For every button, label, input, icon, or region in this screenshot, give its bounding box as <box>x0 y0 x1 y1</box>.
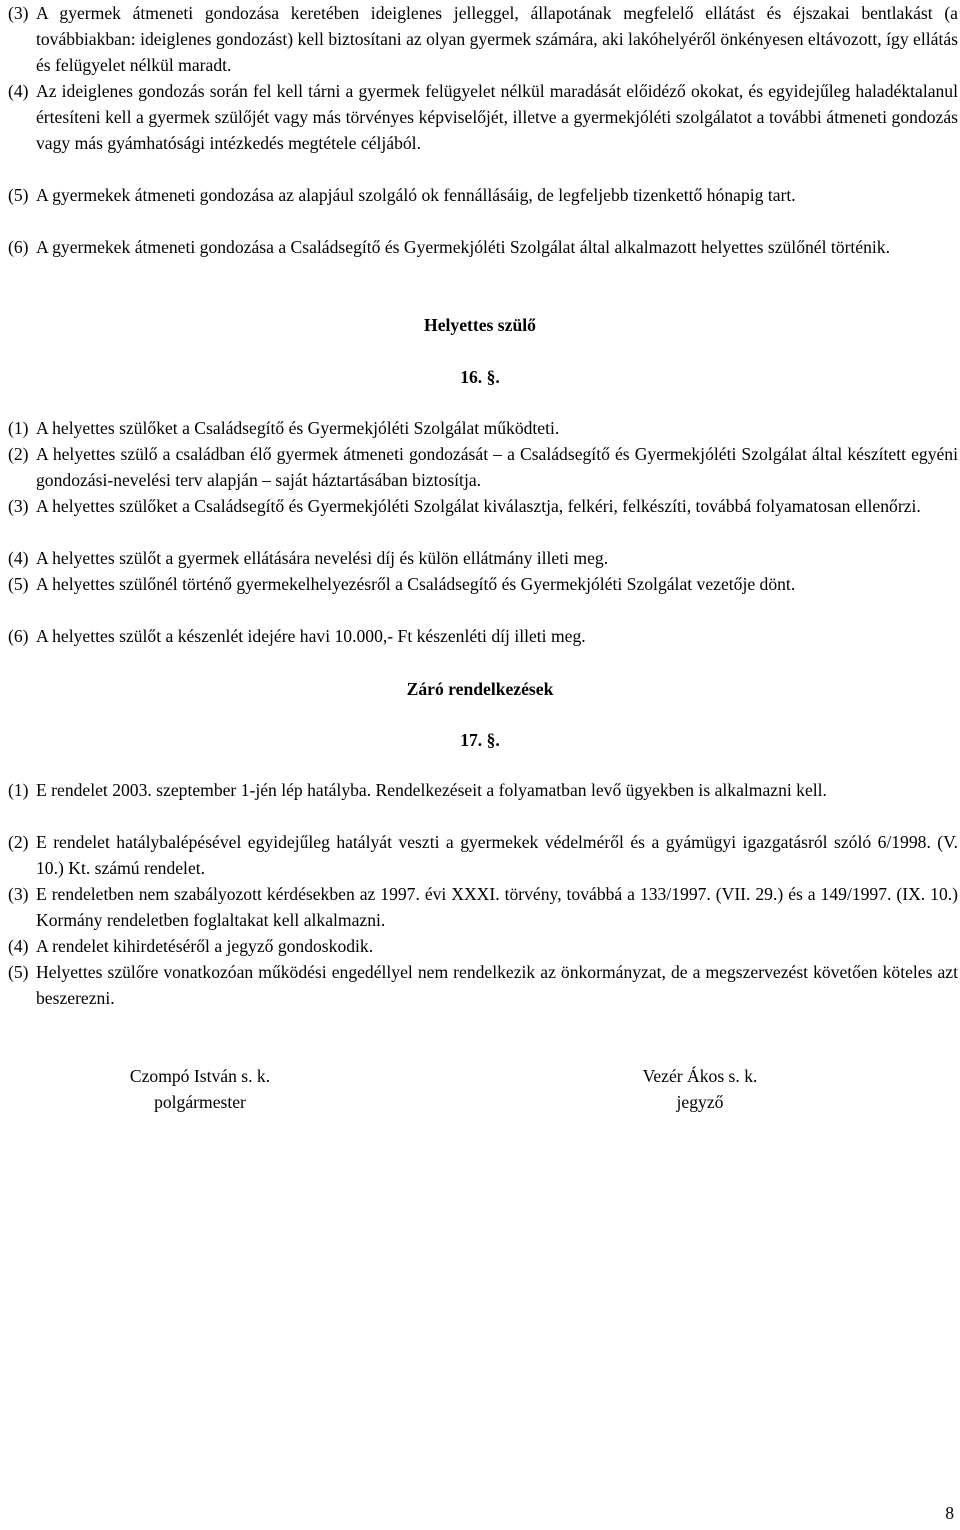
paragraph-number: (2) <box>8 444 29 464</box>
paragraph-text: A gyermek átmeneti gondozása keretében ideiglenes jelleggel, állapotának megfelelő ellátást és éjszakai bentlakást (a továbbiakban: ideiglenes gondozást) kell biztosítani az olyan gyermek számára, aki lakóhelyéről önkényesen eltávozott, így ellátás és felügyelet nélkül maradt. <box>36 3 958 75</box>
paragraph-number: (4) <box>8 81 29 101</box>
helyettes-paragraph-1 <box>8 415 958 441</box>
paragraph-number: (2) <box>8 832 29 852</box>
paragraph-number: (1) <box>8 418 29 438</box>
paragraph-number: (3) <box>8 3 29 23</box>
paragraph-text: A helyettes szülőket a Családsegítő és Gyermekjóléti Szolgálat működteti. <box>36 418 560 438</box>
section-heading-zaro: Záró rendelkezések <box>406 679 554 699</box>
paragraph-4 <box>8 78 958 156</box>
paragraph-text: A helyettes szülőt a készenlét idejére havi 10.000,- Ft készenléti díj illeti meg. <box>36 626 586 646</box>
paragraph-number: (3) <box>8 884 29 904</box>
paragraph-5 <box>8 182 958 208</box>
paragraph-number: (4) <box>8 548 29 568</box>
article-number-17: 17. §. <box>460 730 500 750</box>
zaro-paragraph-5 <box>8 959 958 1011</box>
paragraph-text: A helyettes szülőket a Családsegítő és Gyermekjóléti Szolgálat kiválasztja, felkéri, felkészíti, továbbá folyamatosan ellenőrzi. <box>36 496 921 516</box>
paragraph-text: Helyettes szülőre vonatkozóan működési engedéllyel nem rendelkezik az önkormányzat, de a megszervezést követően köteles azt beszerezni. <box>36 962 958 1008</box>
paragraph-text: E rendelet 2003. szeptember 1-jén lép hatályba. Rendelkezéseit a folyamatban levő ügyekben is alkalmazni kell. <box>36 780 827 800</box>
helyettes-paragraph-3 <box>8 493 958 519</box>
zaro-paragraph-3 <box>8 881 958 933</box>
signature-notary <box>600 1063 800 1115</box>
paragraph-3 <box>8 0 958 78</box>
paragraph-number: (5) <box>8 962 29 982</box>
paragraph-text: A gyermekek átmeneti gondozása a Családsegítő és Gyermekjóléti Szolgálat által alkalmazott helyettes szülőnél történik. <box>36 237 891 257</box>
paragraph-text: E rendelet hatálybalépésével egyidejűleg hatályát veszti a gyermekek védelméről és a gyámügyi igazgatásról szóló 6/1998. (V. 10.) Kt. számú rendelet. <box>36 832 958 878</box>
paragraph-number: (5) <box>8 574 29 594</box>
article-number-16: 16. §. <box>460 367 500 387</box>
section-heading-helyettes: Helyettes szülő <box>424 315 536 335</box>
paragraph-text: A helyettes szülő a családban élő gyermek átmeneti gondozását – a Családsegítő és Gyermekjóléti Szolgálat által készített egyéni gondozási-nevelési terv alapján – saját háztartásában biztosítja. <box>36 444 958 490</box>
page-number: 8 <box>945 1503 954 1523</box>
paragraph-number: (6) <box>8 626 29 646</box>
paragraph-text: A rendelet kihirdetéséről a jegyző gondoskodik. <box>36 936 374 956</box>
helyettes-paragraph-5 <box>8 571 958 597</box>
paragraph-number: (5) <box>8 185 29 205</box>
signature-mayor-title: polgármester <box>154 1092 246 1112</box>
paragraph-text: E rendeletben nem szabályozott kérdésekben az 1997. évi XXXI. törvény, továbbá a 133/1997. (VII. 29.) és a 149/1997. (IX. 10.) Kormány rendeletben foglaltakat kell alkalmazni. <box>36 884 958 930</box>
signature-mayor <box>100 1063 300 1115</box>
signature-mayor-name: Czompó István s. k. <box>129 1066 271 1086</box>
helyettes-paragraph-2 <box>8 441 958 493</box>
paragraph-number: (3) <box>8 496 29 516</box>
paragraph-number: (4) <box>8 936 29 956</box>
paragraph-number: (6) <box>8 237 29 257</box>
zaro-paragraph-2 <box>8 829 958 881</box>
paragraph-6 <box>8 234 958 260</box>
paragraph-text: A gyermekek átmeneti gondozása az alapjául szolgáló ok fennállásáig, de legfeljebb tizenkettő hónapig tart. <box>36 185 796 205</box>
signature-notary-title: jegyző <box>676 1092 724 1112</box>
zaro-paragraph-1 <box>8 777 958 803</box>
helyettes-paragraph-4 <box>8 545 958 571</box>
zaro-paragraph-4 <box>8 933 958 959</box>
paragraph-text: Az ideiglenes gondozás során fel kell tárni a gyermek felügyelet nélkül maradását előidéző okokat, és egyidejűleg haladéktalanul értesíteni kell a gyermek szülőjét vagy más törvényes képviselőjét, illetve a gyermekjóléti szolgálatot a további átmeneti gondozás vagy más gyámhatósági intézkedés megtétele céljából. <box>36 81 958 153</box>
helyettes-paragraph-6 <box>8 623 958 649</box>
signature-notary-name: Vezér Ákos s. k. <box>642 1066 758 1086</box>
paragraph-text: A helyettes szülőt a gyermek ellátására nevelési díj és külön ellátmány illeti meg. <box>36 548 609 568</box>
paragraph-number: (1) <box>8 780 29 800</box>
paragraph-text: A helyettes szülőnél történő gyermekelhelyezésről a Családsegítő és Gyermekjóléti Szolgálat vezetője dönt. <box>36 574 796 594</box>
